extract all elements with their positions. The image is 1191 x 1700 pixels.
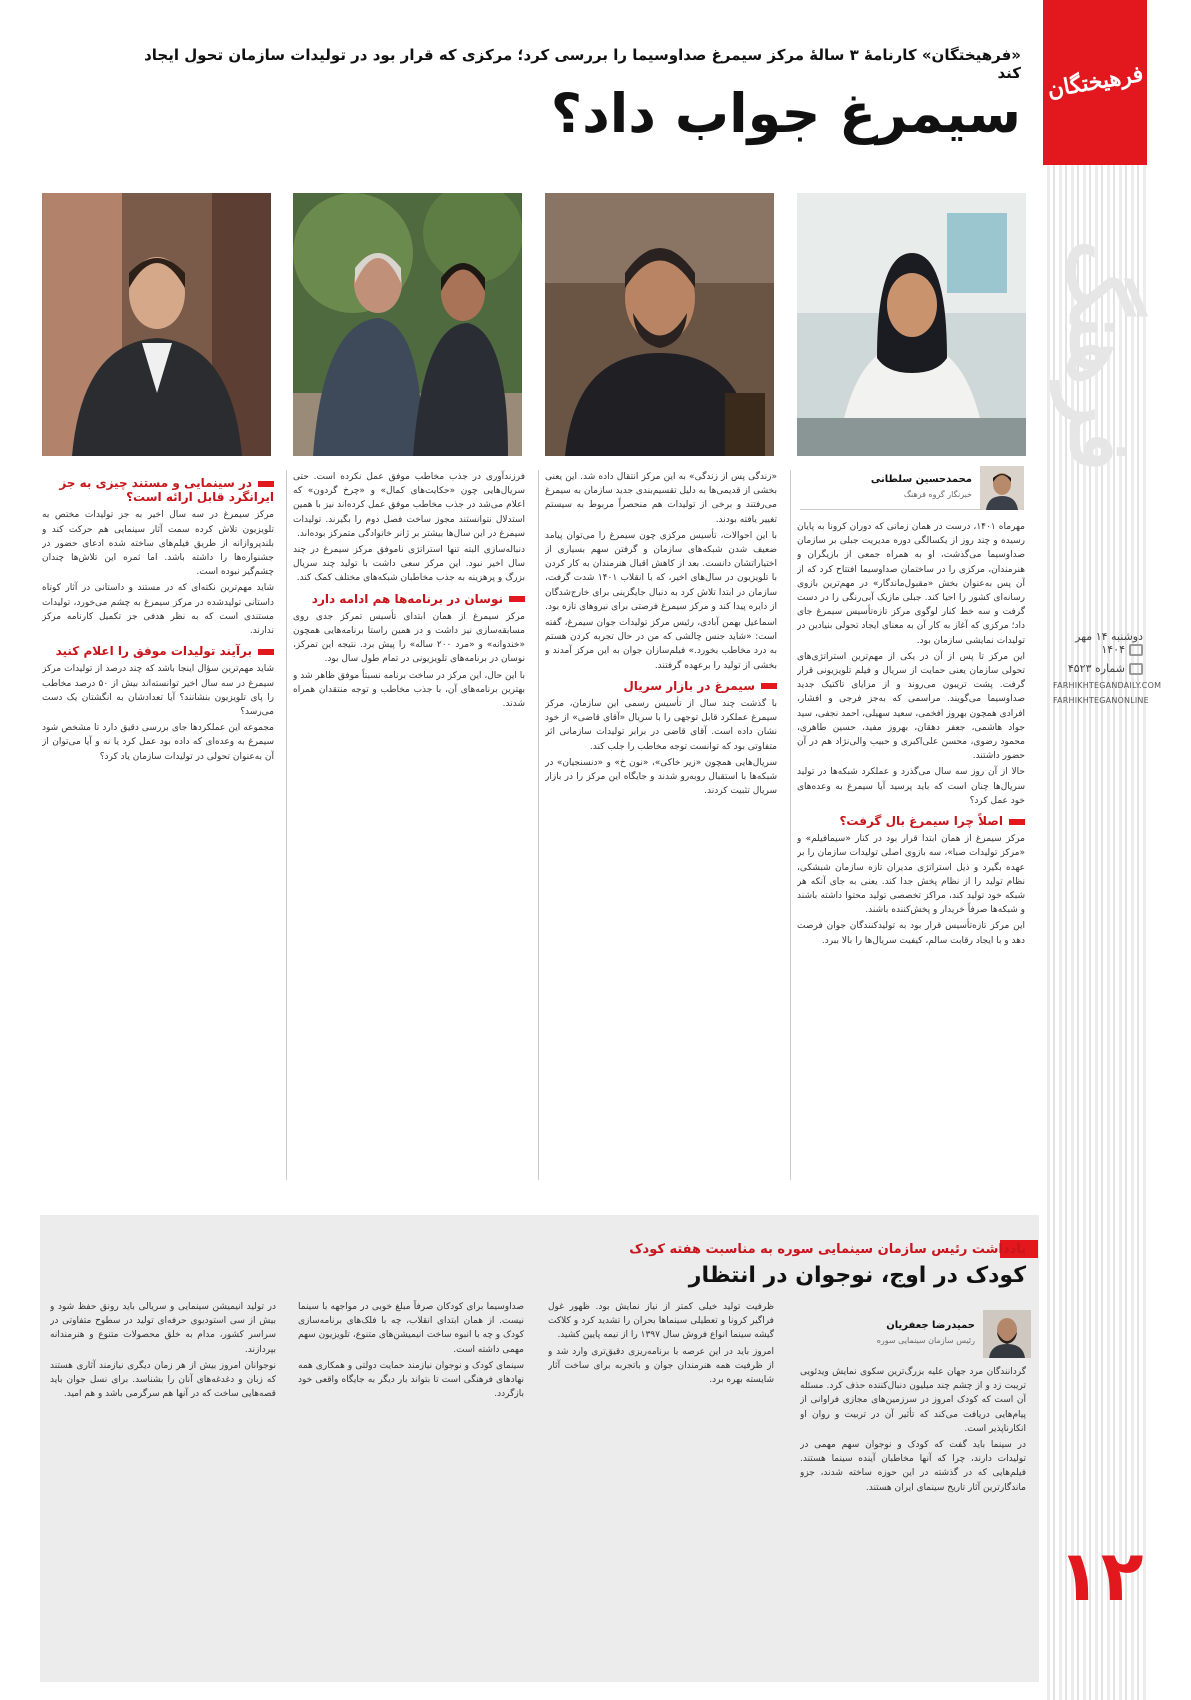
paragraph: مجموعه این عملکردها جای بررسی دقیق دارد تا مشخص شود سیمرغ به وعده‌ای که داده بود عمل کرد یا نه و آیا می‌توان از آن به‌عنوان تحولی در تولیدات سازمان یاد کرد؟ (42, 723, 274, 762)
paragraph: مرکز سیمرغ از همان ابتدا قرار بود در کنار «سیمافیلم» و «مرکز تولیدات صبا»، سه بازوی اصلی تولیدات سازمان را بر عهده بگیرد و ذیل استراتژی مدیران تازه سازمان شبشکی، نظام تولید را از نظام پخش جدا کند. یعنی به جای آنکه هر شبکه خود تولید کند، مراکز تخصصی تولید محتوا داشته باشند و شبکه‌ها صرفاً خریدار و پخش‌کننده باشند. (797, 834, 1025, 916)
article-kicker: «فرهیختگان» کارنامۀ ۳ سالۀ مرکز سیمرغ صداوسیما را بررسی کرد؛ مرکزی که قرار بود در تولیدات سازمان تحول ایجاد کند (144, 46, 1021, 82)
paragraph: صداوسیما برای کودکان صرفاً مبلغ خوبی در مواجهه با سینما نیست. از همان ابتدای انقلاب، چه با فلک‌های برنامه‌سازی کودک و چه با انبوه ساخت انیمیشن‌های متنوع، تلویزیون سهم مهمی داشته است. (298, 1302, 524, 1355)
date-text: دوشنبه ۱۴ مهر ۱۴۰۴ (1075, 630, 1143, 656)
subheading-programs: نوسان در برنامه‌ها هم ادامه دارد (293, 592, 525, 606)
note-column-2 (548, 1300, 774, 1670)
photo-actor-1 (545, 193, 774, 456)
masthead-logo[interactable] (1043, 0, 1147, 165)
paragraph: فرزندآوری در جذب مخاطب موفق عمل نکرده است. حتی سریال‌هایی چون «حکایت‌های کمال» و «چرخ گردون» که اعلام می‌شد در جذب مخاطب موفق عمل کرده‌اند نیز با همین استدلال نتوانستند مجوز ساخت فصل دوم را بگیرند. تولیدات سیمرغ در این سال‌ها بیشتر بر ژانر خانوادگی متمرکز بوده‌اند. (293, 472, 525, 539)
paragraph: «زندگی پس از زندگی» به این مرکز انتقال داده شد. این یعنی بخشی از قدیمی‌ها به دلیل تقسیم‌بندی جدید سازمان به سیمرغ می‌رفتند و برخی از تولیدات هم منحصراً مربوط به سیستم تغییر یافته بودند. (545, 472, 777, 525)
column-rule (790, 470, 791, 1180)
paragraph: این مرکز تازه‌تأسیس قرار بود به تولیدکنندگان جوان فرصت دهد و با ایجاد رقابت سالم، کیفیت سریال‌ها را بالا ببرد. (797, 921, 1025, 946)
paragraph: در تولید انیمیشن سینمایی و سریالی باید رونق حفظ شود و بیش از سی استودیوی حرفه‌ای تولید در سطوح متفاوتی در سراسر کشور، مدام به خلق محصولات متنوع و هنرمندانه بپردازند. (50, 1302, 276, 1355)
article-column-3 (293, 470, 525, 1185)
subheading-series-market: سیمرغ در بازار سریال (545, 679, 777, 693)
paragraph: مهرماه ۱۴۰۱، درست در همان زمانی که دوران کرونا به پایان رسیده و چند روز از یکسالگی دوره مدیریت جبلی بر سازمان صداوسیما می‌گذشت، او به همراه جمعی از بازیگران و هنرمندان، مرکزی را در ساختمان صداوسیما افتتاح کرد که از آن پس به‌عنوان بخش «مقبول‌ماندگار» در مهم‌ترین بازوی رسانه‌ای کشور را احیا کند. جبلی مازیک آبی‌رنگی را در دست گرفت و سه خط کنار لوگوی مرکز تازه‌تأسیس سیمرغ جای داد؛ مرکزی که آغاز به کار آن به معنای ایجاد تحولی بنیادین در تولیدات نمایشی سازمان بود. (797, 522, 1025, 646)
paragraph: سریال‌هایی همچون «زیر خاکی»، «نون خ» و «دنسنجیان» در شبکه‌ها با استقبال روبه‌رو شدند و جایگاه این مرکز را در بازار سریال تثبیت کردند. (545, 757, 777, 797)
paragraph: حالا از آن روز سه سال می‌گذرد و عملکرد شبکه‌ها در تولید سریال‌ها چنان است که باید پرسید آیا سیمرغ به وعده‌های خود عمل کرد؟ (797, 767, 1025, 806)
paragraph: دنباله‌سازی البته تنها استراتژی ناموفق مرکز سیمرغ در چند سال اخیر نبود. این مرکز سعی داشت با تولید چند سریال بزرگ و پرهزینه به جذب مخاطبان شبکه‌های مختلف کمک کند. (293, 545, 525, 584)
author-role: خبرنگار گروه فرهنگ (903, 490, 972, 499)
paragraph: مرکز سیمرغ در سه سال اخیر به جز تولیدات مختص به تلویزیون تلاش کرده سمت آثار سینمایی هم حرکت کند و بلندپروازانه از طریق فیلم‌های ساخته شده ادعای حضور در جشنواره‌ها را داشته باشد. اما ثمره این تلاش‌ها چندان چشم‌گیر نبوده است. (42, 510, 274, 578)
logo-text: فرهیختگان (1045, 61, 1145, 104)
note-column-3 (298, 1300, 524, 1670)
subheading-why-simorgh: اصلاً چرا سیمرغ بال گرفت؟ (797, 814, 1025, 828)
article-column-1 (797, 520, 1025, 1185)
article-byline (800, 466, 1024, 510)
note-byline (835, 1310, 1031, 1358)
paragraph: گردانندگان مرد جهان علیه بزرگ‌ترین سکوی نمایش ویدئویی تریبت زد و از چشم چند میلیون دنبال‌کننده حذف کرد. مسئله آن است که کودک امروز در سرزمین‌های مجازی فراوانی از پیام‌هایی دریافت می‌کند که تأثیر آن در تربیت و روان او انکارناپذیر است. (800, 1367, 1026, 1434)
paragraph: سینمای کودک و نوجوان نیازمند حمایت دولتی و همکاری همه نهادهای فرهنگی است تا بتواند بار دیگر به جایگاه واقعی خود بازگردد. (298, 1360, 524, 1400)
subheading-cinema: در سینمایی و مستند چیزی به جز ایرانگرد قابل ارائه است؟ (42, 476, 274, 504)
website-link[interactable]: FARHIKHTEGANDAILY.COM (1053, 681, 1162, 690)
paragraph: شاید مهم‌ترین نکته‌ای که در مستند و داستانی در آثار کوتاه داستانی تولیدشده در مرکز سیمرغ به چشم می‌خورد، تولیدات مستندی است که به نظر هدفی جز تکمیل کارنامه مرکز ندارند. (42, 583, 274, 637)
paragraph: اسماعیل بهمن آبادی، رئیس مرکز تولیدات جوان سیمرغ، گفته است: «شاید جنس چالشی که من در حال تجربه کردن هستم به درد مخاطب بخورد.» فیلم‌سازان جوان به این مرکز آمدند و بخشی از تولید را برعهده گرفتند. (545, 618, 777, 671)
column-rule (538, 470, 539, 1180)
paragraph: با گذشت چند سال از تأسیس رسمی این سازمان، مرکز سیمرغ عملکرد قابل توجهی را با سریال «آقای قاضی» از خود نشان داده است. آقای قاضی در برابر تولیدات سازمانی اثر متفاوتی بود که توانست توجه مخاطب را جلب کند. (545, 699, 777, 752)
paragraph: با این حال، این مرکز در ساخت برنامه نسبتاً موفق ظاهر شد و بهترین برنامه‌های آن، با جذب مخاطب و توجه منتقدان همراه شدند. (293, 670, 525, 710)
photo-actress (797, 193, 1026, 456)
note-author-name: حمیدرضا جعفریان (886, 1320, 975, 1331)
article-column-2 (545, 470, 777, 1185)
author-name: محمدحسین سلطانی (870, 474, 972, 485)
page-number: ۱۲ (1058, 1535, 1144, 1617)
column-rule (286, 470, 287, 1180)
calendar-icon (1129, 644, 1143, 656)
note-kicker: یادداشت رئیس سازمان سینمایی سوره به مناسبت هفته کودک (629, 1242, 1026, 1257)
social-handle[interactable]: FARHIKHTEGANONLINE (1053, 696, 1149, 705)
paragraph: مرکز سیمرغ از همان ابتدای تأسیس تمرکز جدی روی مسابقه‌سازی نیز داشت و در همین راستا برنامه‌هایی همچون «خندوانه» و «مرد ۲۰۰ ساله» را پیش برد. نتیجه این تمرکز، نوسان در برنامه‌های تلویزیونی در تمام طول سال بود. (293, 611, 525, 665)
newspaper-icon (1129, 663, 1143, 675)
author-avatar (980, 466, 1024, 510)
paragraph: نوجوانان امروز بیش از هر زمان دیگری نیازمند آثاری هستند که زبان و دغدغه‌های آنان را بشناسد. برای نسل جوان باید قصه‌هایی ساخت که در آنها هم سرگرمی باشد و هم امید. (50, 1360, 276, 1400)
issue-info (1053, 630, 1162, 711)
paragraph: در سینما باید گفت که کودک و نوجوان سهم مهمی در تولیدات دارند، چرا که آنها مخاطبان آینده سینما هستند. فیلم‌هایی که در گذشته در این حوزه ساخته شدند، جزو ماندگارترین آثار تاریخ سینمای ایران هستند. (800, 1440, 1026, 1493)
paragraph: امروز باید در این عرصه با برنامه‌ریزی دقیق‌تری وارد شد و از ظرفیت همه هنرمندان جوان و باتجربه برای ساخت آثار شایسته بهره برد. (548, 1346, 774, 1386)
section-title: فرهنگ (1051, 240, 1150, 472)
issue-number: شماره ۴۵۲۳ (1067, 662, 1125, 675)
article-column-4 (42, 470, 274, 1185)
note-author-avatar (983, 1310, 1031, 1358)
paragraph: ظرفیت تولید خیلی کمتر از نیاز نمایش بود. ظهور غول فراگیر کرونا و تعطیلی سینماها بحران را تشدید کرد و کلاکت گیشه سینما انواع فروش سال ۱۳۹۷ را از نیمه پایین کشید. (548, 1302, 774, 1341)
note-author-role: رئیس سازمان سینمایی سوره (876, 1336, 975, 1345)
article-headline: سیمرغ جواب داد؟ (550, 82, 1021, 145)
subheading-announce: برآیند تولیدات موفق را اعلام کنید (42, 644, 274, 658)
photo-actors-2 (293, 193, 522, 456)
paragraph: شاید مهم‌ترین سؤال اینجا باشد که چند درصد از تولیدات مرکز سیمرغ در سه سال اخیر توانسته‌اند بیش از ۵۰ درصد مخاطب را پای تلویزیون بنشانند؟ آیا تعدادشان به انگشتان یک دست می‌رسد؟ (42, 664, 274, 718)
photo-producer (42, 193, 271, 456)
note-column-4 (50, 1300, 276, 1670)
note-column-1 (800, 1365, 1026, 1670)
paragraph: با این احوالات، تأسیس مرکزی چون سیمرغ را می‌توان پیامد ضعیف شدن شبکه‌های سازمان و گرفتن سهم بسیاری از اختیاراتشان دانست. بعد از کاهش اقبال هنرمندان به کار کردن با تلویزیون در سال‌های اخیر، که با انقلاب ۱۴۰۱ شدت گرفت، سازمان در ابتدا تلاش کرد به دنبال جایگزینی برای خارج‌شدگان از دایره پیدا کند و مرکز سیمرغ فرصتی برای نیروهای تازه بود. (545, 530, 777, 612)
paragraph: این مرکز تا پس از آن در یکی از مهم‌ترین استراتژی‌های تحولی سازمان یعنی حمایت از سریال و فیلم تلویزیونی قرار گرفت. پشت تریبون می‌روند و از مزایای تاکتیک جدید صداوسیما می‌گویند. مراسمی که به‌جز فرجی و افشار، افرادی همچون بهروز افخمی، سعید سهیلی، احمد نجفی، سید جواد هاشمی، جعفر دهقان، بهروز مفید، حسین طاهری، محمود رضوی، محسن علی‌اکبری و حبیب والی‌نژاد هم در آن حضور داشتند. (797, 651, 1025, 762)
note-title: کودک در اوج، نوجوان در انتظار (688, 1263, 1026, 1288)
